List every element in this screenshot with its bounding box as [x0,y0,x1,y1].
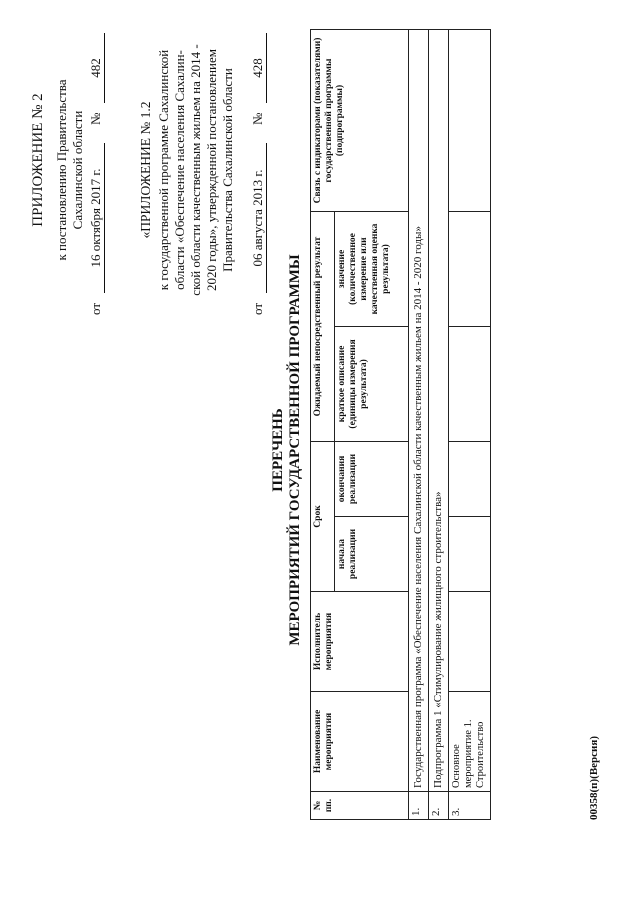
row-empty-cell [449,517,491,592]
appendix-date-row [88,25,106,315]
row-num: 1. [409,792,429,820]
row-num: 2. [429,792,449,820]
row-program-text: Государственная программа «Обеспечение населения Сахалинской области качественным жильем на 2014 - 2020 годы» [409,30,429,792]
row-empty-cell [449,327,491,442]
appendix2-number: 428 [250,33,267,103]
appendix2-body: к государственной программе Сахалинской области «Обеспечение населения Сахалин- ской области качественным жильем на 2014 - 2020 годы», утвержденной постановлением Правительства Сахалинской области [156,44,235,296]
row-empty-cell [449,592,491,692]
header-executor: Исполнитель мероприятия [311,592,409,692]
document-title [270,25,304,875]
header-num: № пп. [311,792,409,820]
appendix-region-line: Сахалинской области [70,110,85,230]
header-name: Наименование мероприятия [311,692,409,792]
rotated-page [20,25,620,875]
table-row [409,30,429,820]
appendix-from-label: от [88,302,103,315]
row-event-name: Основное мероприятие 1. Строительство [449,692,491,792]
events-table [310,29,491,820]
appendix2-date-row [250,25,268,315]
appendix2-date: 06 августа 2013 г. [250,143,267,293]
header-term-end: окончания реализации [335,442,409,517]
appendix-number: 482 [88,33,105,103]
appendix2-from-label: от [250,302,265,315]
header-link: Связь с индикаторами (показателями) государственной программы (подпрограммы) [311,30,409,212]
appendix-decree-line: к постановлению Правительства [54,79,69,261]
row-empty-cell [449,442,491,517]
header-expected: Ожидаемый непосредственный результат [311,212,335,442]
appendix2-number-label: № [250,112,265,125]
row-num: 3. [449,792,491,820]
document-title-line2: МЕРОПРИЯТИЙ ГОСУДАРСТВЕННОЙ ПРОГРАММЫ [287,254,303,646]
header-term: Срок [311,442,335,592]
appendix-title: ПРИЛОЖЕНИЕ № 2 [30,93,46,227]
document-title-line1: ПЕРЕЧЕНЬ [270,408,286,492]
header-expected-desc: краткое описание (единицы измерения результата) [335,327,409,442]
table-row [449,30,491,820]
row-empty-cell [449,212,491,327]
appendix-number-label: № [88,112,103,125]
row-empty-cell [449,30,491,212]
row-subprogram-text: Подпрограмма 1 «Стимулирование жилищного строительства» [429,30,449,792]
table-row [429,30,449,820]
appendix2-title: «ПРИЛОЖЕНИЕ № 1.2 [138,101,153,239]
header-expected-value: значение (количественное измерение или качественная оценка результата) [335,212,409,327]
footer-code: 00358(п)(Версия) [588,736,600,820]
appendix-date: 16 октября 2017 г. [88,143,105,293]
header-term-start: начала реализации [335,517,409,592]
